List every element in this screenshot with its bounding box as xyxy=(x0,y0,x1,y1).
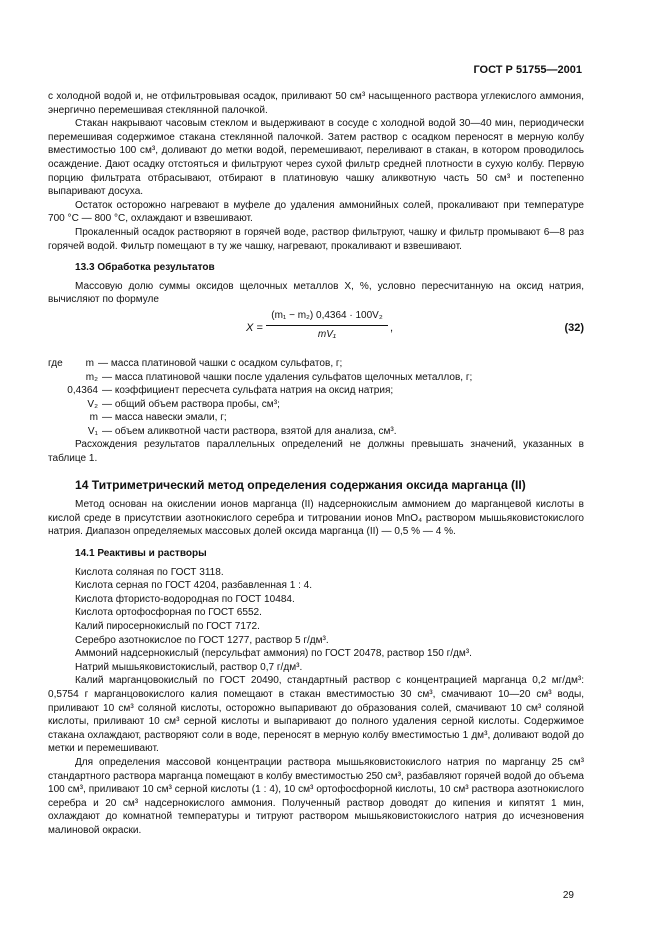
discrepancy-note: Расхождения результатов параллельных определений не должны превышать значений, указанных в таблице 1. xyxy=(48,439,584,465)
definition-symbol: V₂ xyxy=(87,398,98,410)
definition-text: — масса платиновой чашки после удаления сульфатов щелочных металлов, г; xyxy=(102,371,473,383)
list-item: Кислота фтористо-водородная по ГОСТ 10484. xyxy=(75,593,295,605)
formula-numerator: (m₁ − m₂) 0,4364 · 100V₂ xyxy=(266,309,388,326)
definition-text: — масса навески эмали, г; xyxy=(102,412,227,424)
list-item: Кислота ортофосфорная по ГОСТ 6552. xyxy=(75,607,262,619)
list-item: Калий пиросернокислый по ГОСТ 7172. xyxy=(75,621,260,632)
definition-row xyxy=(48,384,584,398)
paragraph-continuation: с холодной водой и, не отфильтровывая осадок, приливают 50 см³ насыщенного раствора углекислого аммония, энергично перемешивая стеклянной палочкой. xyxy=(48,91,584,116)
definition-symbol: m xyxy=(85,357,94,369)
paragraph-dissolution: Прокаленный осадок растворяют в горячей воде, раствор фильтруют, чашку и фильтр промывают 6—8 раз горячей водой. Фильтр помещают в ту же чашку, нагревают, прокаливают и взвешивают. xyxy=(48,226,584,252)
reagents-list xyxy=(48,566,584,675)
paragraph-titration: Для определения массовой концентрации раствора мышьяковистокислого натрия по марганцу 25 см³ стандартного раствора марганца помещают в колбу вместимостью 250 см³, разбавляют горячей водой до объема 100 см³, приливают 10 см³ серной кислоты (1 : 4), 10 см³ ортофосфорной кислоты, 10 см³ раствора азотнокислого серебра и 20 см³ надсернокислого аммония. Полученный раствор доводят до кипения и кипятят 1 мин, охлаждают до комнатной температуры и титруют раствором мышьяковистокислого натрия до исчезновения малиновой окраски. xyxy=(48,756,584,836)
definition-row xyxy=(48,357,584,371)
definition-text: — коэффициент пересчета сульфата натрия на оксид натрия; xyxy=(102,385,394,397)
formula-fraction xyxy=(266,309,388,341)
definition-row xyxy=(48,371,584,385)
list-item: Кислота серная по ГОСТ 4204, разбавленная 1 : 4. xyxy=(75,580,313,592)
paragraph-calcination: Остаток осторожно нагревают в муфеле до удаления аммонийных солей, прокаливают при температуре 700 °С — 800 °С, охлаждают и взвешивают. xyxy=(48,199,584,225)
definition-text: — объем аликвотной части раствора, взятой для анализа, см³. xyxy=(102,425,397,437)
definition-row xyxy=(48,425,584,439)
formula-tail: , xyxy=(390,321,394,334)
definition-text: — общий объем раствора пробы, см³; xyxy=(102,398,280,410)
document-code-header: ГОСТ Р 51755—2001 xyxy=(473,64,582,76)
subsection-title-14-1: 14.1 Реактивы и растворы xyxy=(75,548,207,560)
definition-symbol: V₁ xyxy=(87,425,98,437)
paragraph-settling: Стакан накрывают часовым стеклом и выдерживают в сосуде с холодной водой 30—40 мин, периодически перемешивая содержимое стакана стеклянной палочкой. Затем раствор с осадком переносят в мерную колбу вместимостью 100 см³, доливают до метки водой, перемешивают, переливают в стакан, в котором проводилось осаждение. Дают осадку отстояться и фильтруют через сухой фильтр средней плотности в сухую колбу. Первую порцию фильтрата отбрасывают, отбирают в платиновую чашку аликвотную часть 50 см³ и постепенно выпаривают досуха. xyxy=(48,118,584,198)
list-item: Серебро азотнокислое по ГОСТ 1277, раствор 5 г/дм³. xyxy=(75,634,329,646)
paragraph-standard-solution: Калий марганцовокислый по ГОСТ 20490, стандартный раствор с концентрацией марганца 0,2 мг/дм³: 0,5754 г марганцовокислого калия помещают в стакан вместимостью 30 см³, смачивают 10—20 см³ воды, приливают 10 см³ соляной кислоты, осторожно выпаривают до образования солей, смачивают 10 см³ соляной кислоты, приливают 10 см³ серной кислоты и выпаривают до полного удаления серной кислоты. Содержимое стакана охлаждают, растворяют соли в воде, переносят в мерную колбу вместимостью 1 дм³, доливают водой до метки и перемешивают. xyxy=(48,675,584,755)
formula-lhs: X = xyxy=(246,321,263,334)
definition-symbol: m₂ xyxy=(85,371,98,383)
list-item: Натрий мышьяковистокислый, раствор 0,7 г/дм³. xyxy=(75,661,303,673)
formula-intro: Массовую долю суммы оксидов щелочных металлов X, %, условно пересчитанную на оксид натрия, вычисляют по формуле xyxy=(48,280,584,306)
page-number: 29 xyxy=(562,890,574,901)
formula-32 xyxy=(48,309,584,353)
where-label: где xyxy=(48,357,63,369)
subsection-title-13-3: 13.3 Обработка результатов xyxy=(75,262,215,274)
definition-text: — масса платиновой чашки с осадком сульфатов, г; xyxy=(98,357,343,369)
variable-definitions xyxy=(48,357,584,439)
definition-row xyxy=(48,411,584,425)
section-title-14: 14 Титриметрический метод определения содержания оксида марганца (II) xyxy=(75,477,526,492)
formula-denominator: mV₁ xyxy=(317,328,337,340)
definition-symbol: 0,4364 xyxy=(67,385,98,397)
list-item: Аммоний надсернокислый (персульфат аммония) по ГОСТ 20478, раствор 150 г/дм³. xyxy=(75,648,472,660)
page-content xyxy=(48,90,584,838)
list-item: Кислота соляная по ГОСТ 3118. xyxy=(75,566,224,578)
method-intro: Метод основан на окислении ионов марганца (II) надсернокислым аммонием до марганцевой кислоты в кислой среде в присутствии азотнокислого серебра и титровании ионов MnO₄ раствором мышьяковистокислого натрия. Диапазон определяемых массовых долей оксида марганца (II) — 0,5 % — 4 %. xyxy=(48,499,584,538)
formula-number: (32) xyxy=(564,321,584,334)
definition-symbol: m xyxy=(89,412,98,424)
definition-row xyxy=(48,398,584,412)
